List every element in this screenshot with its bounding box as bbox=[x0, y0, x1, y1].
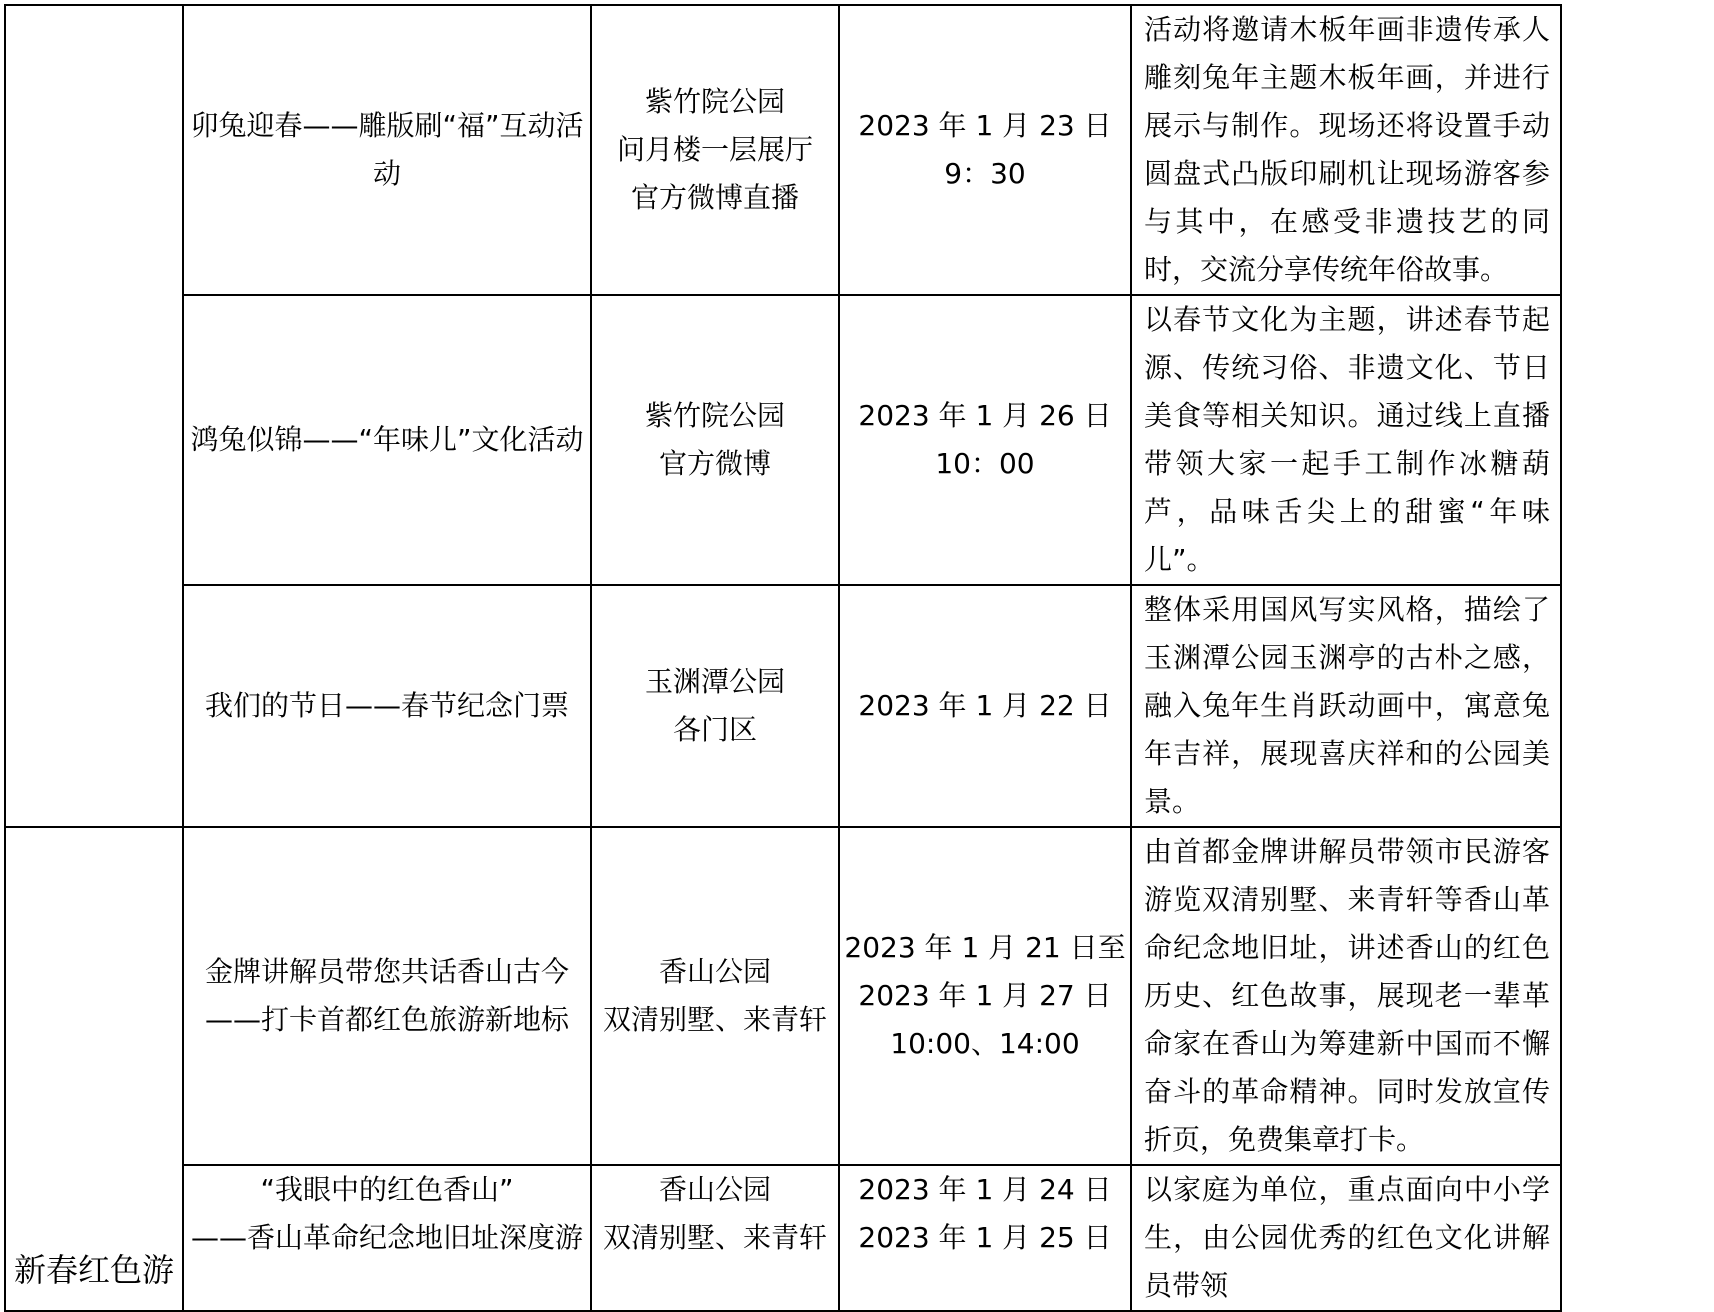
time-line: 2023 年 1 月 24 日 bbox=[858, 1173, 1112, 1206]
location-cell bbox=[591, 5, 839, 295]
description-cell: 以春节文化为主题，讲述春节起源、传统习俗、非遗文化、节日美食等相关知识。通过线上直播带领大家一起手工制作冰糖葫芦，品味舌尖上的甜蜜“年味儿”。 bbox=[1131, 295, 1561, 585]
category-cell bbox=[5, 827, 183, 1311]
time-line: 10:00、14:00 bbox=[890, 1027, 1080, 1060]
table-row bbox=[5, 585, 1561, 827]
table-row bbox=[5, 295, 1561, 585]
location-cell bbox=[591, 585, 839, 827]
activity-name: 鸿兔似锦——“年味儿”文化活动 bbox=[190, 423, 584, 456]
table-row bbox=[5, 827, 1561, 1165]
activity-name: 我们的节日——春节纪念门票 bbox=[204, 689, 569, 722]
time-cell bbox=[839, 295, 1131, 585]
location-line: 双清别墅、来青轩 bbox=[602, 1221, 827, 1254]
location-line: 官方微博 bbox=[658, 447, 771, 480]
category-label: 新春红色游 bbox=[13, 1251, 174, 1289]
time-line: 2023 年 1 月 26 日 bbox=[858, 399, 1112, 432]
location-cell bbox=[591, 1165, 839, 1311]
activity-name-cell bbox=[183, 5, 591, 295]
description-cell: 以家庭为单位，重点面向中小学生，由公园优秀的红色文化讲解员带领 bbox=[1131, 1165, 1561, 1311]
location-line: 官方微博直播 bbox=[630, 181, 799, 214]
time-cell bbox=[839, 585, 1131, 827]
activity-name: ——香山革命纪念地旧址深度游 bbox=[190, 1221, 583, 1254]
description-cell: 活动将邀请木板年画非遗传承人雕刻兔年主题木板年画，并进行展示与制作。现场还将设置手动圆盘式凸版印刷机让现场游客参与其中，在感受非遗技艺的同时，交流分享传统年俗故事。 bbox=[1131, 5, 1561, 295]
description-cell: 整体采用国风写实风格，描绘了玉渊潭公园玉渊亭的古朴之感，融入兔年生肖跃动画中，寓意兔年吉祥，展现喜庆祥和的公园美景。 bbox=[1131, 585, 1561, 827]
activity-name: 金牌讲解员带您共话香山古今 bbox=[204, 955, 569, 988]
location-line: 紫竹院公园 bbox=[644, 399, 785, 432]
time-cell bbox=[839, 1165, 1131, 1311]
category-cell bbox=[5, 5, 183, 827]
time-line: 2023 年 1 月 22 日 bbox=[858, 689, 1112, 722]
location-cell bbox=[591, 295, 839, 585]
time-line: 9：30 bbox=[944, 157, 1026, 190]
table-row bbox=[5, 1165, 1561, 1311]
time-line: 2023 年 1 月 27 日 bbox=[858, 979, 1112, 1012]
location-line: 香山公园 bbox=[658, 1173, 771, 1206]
activity-name-cell bbox=[183, 585, 591, 827]
time-cell bbox=[839, 827, 1131, 1165]
activity-name: ——打卡首都红色旅游新地标 bbox=[204, 1003, 569, 1036]
activity-name-cell bbox=[183, 295, 591, 585]
location-line: 各门区 bbox=[672, 713, 757, 746]
table-row bbox=[5, 5, 1561, 295]
time-line: 10：00 bbox=[935, 447, 1035, 480]
location-line: 玉渊潭公园 bbox=[644, 665, 785, 698]
location-line: 香山公园 bbox=[658, 955, 771, 988]
location-cell bbox=[591, 827, 839, 1165]
activity-name-cell bbox=[183, 1165, 591, 1311]
activity-name: “我眼中的红色香山” bbox=[260, 1173, 514, 1206]
activity-name: 卯兔迎春——雕版刷“福”互动活动 bbox=[190, 109, 584, 190]
description-cell: 由首都金牌讲解员带领市民游客游览双清别墅、来青轩等香山革命纪念地旧址，讲述香山的红色历史、红色故事，展现老一辈革命家在香山为筹建新中国而不懈奋斗的革命精神。同时发放宣传折页，免费集章打卡。 bbox=[1131, 827, 1561, 1165]
time-line: 2023 年 1 月 21 日至 bbox=[844, 931, 1126, 964]
time-line: 2023 年 1 月 23 日 bbox=[858, 109, 1112, 142]
location-line: 双清别墅、来青轩 bbox=[602, 1003, 827, 1036]
location-line: 问月楼一层展厅 bbox=[616, 133, 813, 166]
location-line: 紫竹院公园 bbox=[644, 85, 785, 118]
time-line: 2023 年 1 月 25 日 bbox=[858, 1221, 1112, 1254]
activity-name-cell bbox=[183, 827, 591, 1165]
time-cell bbox=[839, 5, 1131, 295]
